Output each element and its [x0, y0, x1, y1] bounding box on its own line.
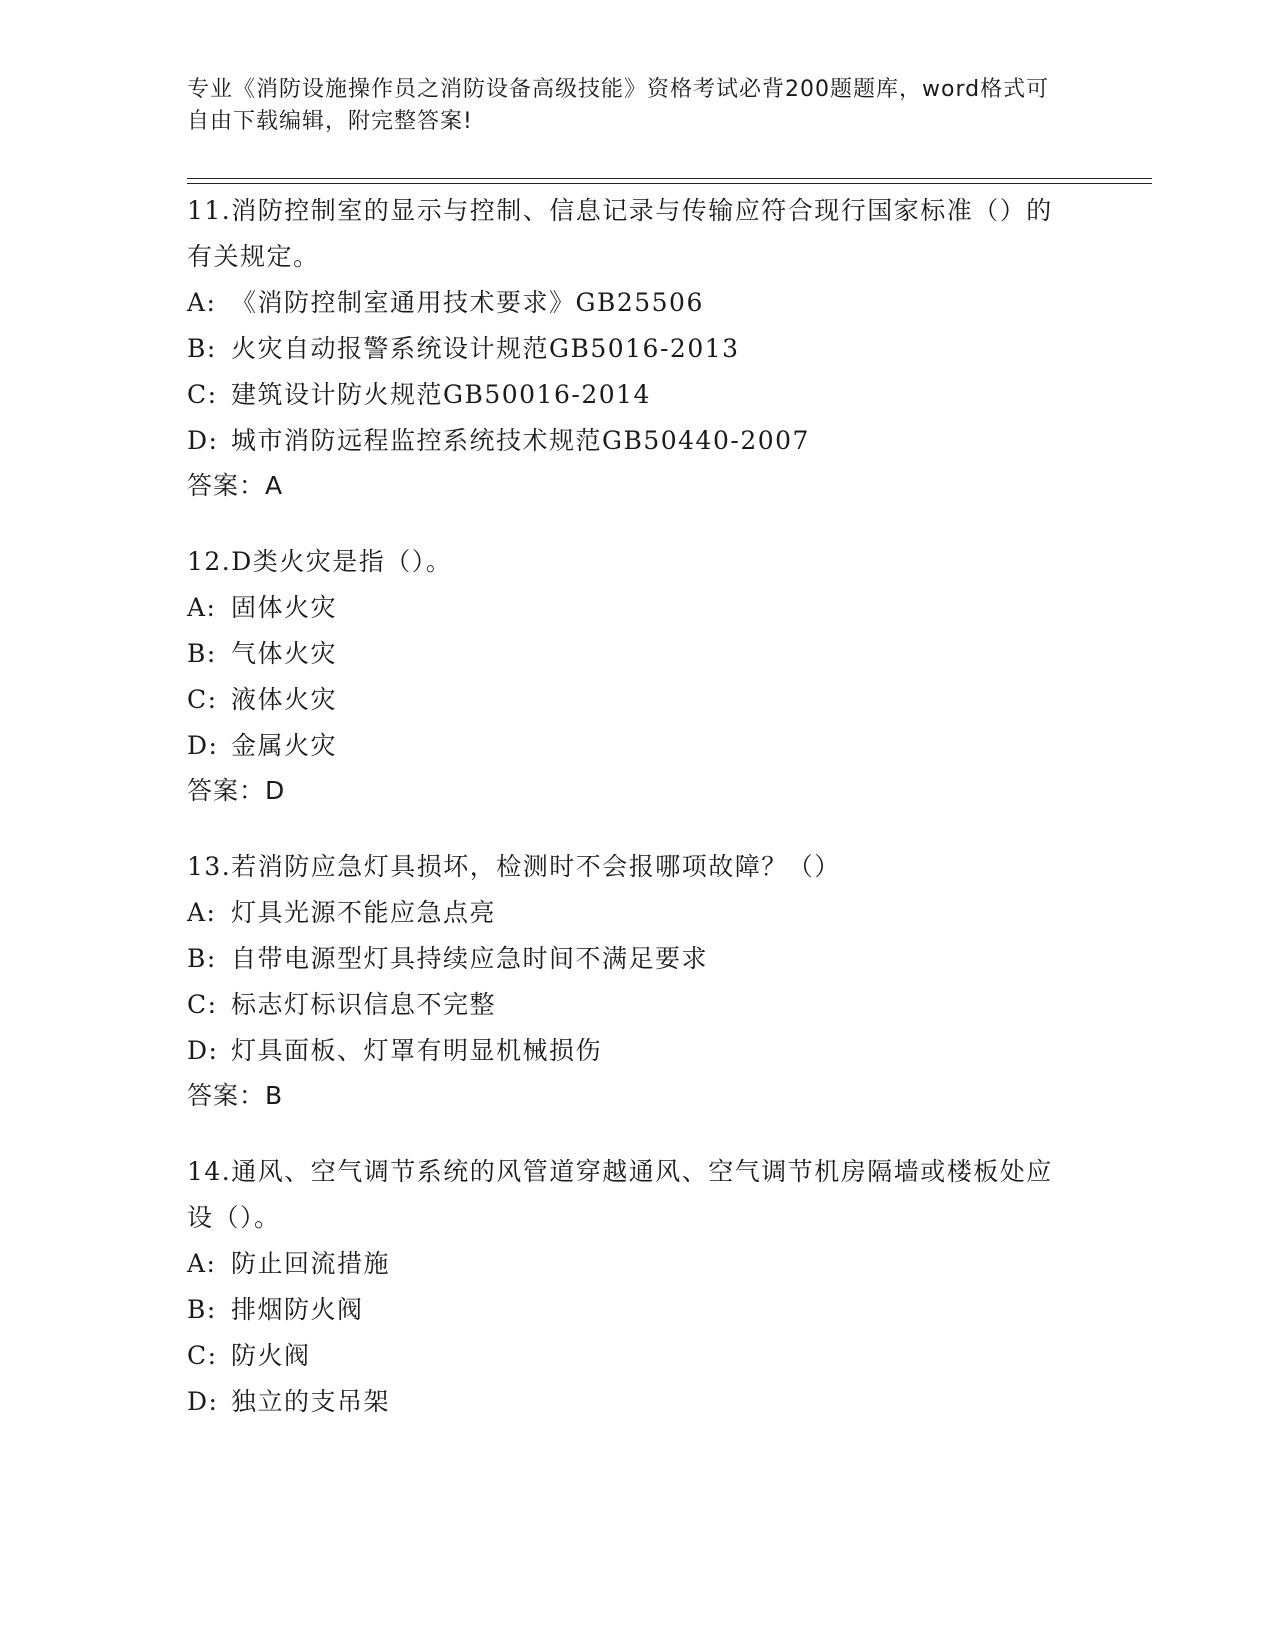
option-key: B:: [187, 334, 217, 363]
option-text: 金属火灾: [231, 731, 338, 760]
option-text: 城市消防远程监控系统技术规范GB50440-2007: [231, 426, 810, 455]
option-a: [187, 890, 1087, 936]
question-list: [187, 188, 1087, 1456]
option-text: 独立的支吊架: [231, 1387, 391, 1416]
question-number: 12.: [187, 547, 232, 576]
question-number: 14.: [187, 1157, 232, 1186]
option-text: 气体火灾: [231, 639, 338, 668]
question-number: 13.: [187, 852, 232, 881]
option-key: A:: [187, 898, 217, 927]
option-text: 液体火灾: [231, 685, 338, 714]
question-13: [187, 844, 1087, 1118]
question-stem: [187, 188, 1067, 280]
option-text: 灯具光源不能应急点亮: [231, 898, 497, 927]
option-key: C:: [187, 380, 218, 409]
option-key: C:: [187, 685, 218, 714]
option-text: 自带电源型灯具持续应急时间不满足要求: [231, 944, 709, 973]
answer-line: 答案：B: [187, 1081, 284, 1110]
option-b: [187, 1287, 1087, 1333]
question-number: 11.: [187, 196, 232, 225]
answer-line: 答案：A: [187, 471, 284, 500]
option-key: A:: [187, 288, 217, 317]
option-b: [187, 936, 1087, 982]
answer-line: 答案：D: [187, 776, 286, 805]
option-a: [187, 280, 1087, 326]
option-key: C:: [187, 990, 218, 1019]
question-text: D类火灾是指（）。: [231, 547, 453, 576]
option-key: B:: [187, 944, 217, 973]
question-12: [187, 539, 1087, 813]
question-14: [187, 1149, 1087, 1425]
option-key: B:: [187, 639, 217, 668]
option-text: 建筑设计防火规范GB50016-2014: [231, 380, 651, 409]
option-key: B:: [187, 1295, 217, 1324]
option-key: D:: [187, 731, 219, 760]
option-b: [187, 631, 1087, 677]
option-c: [187, 372, 1087, 418]
question-text: 通风、空气调节系统的风管道穿越通风、空气调节机房隔墙或楼板处应设（）。: [187, 1157, 1053, 1232]
option-key: D:: [187, 1387, 219, 1416]
question-stem: [187, 844, 1067, 890]
header-divider-bottom: [187, 183, 1152, 184]
option-a: [187, 585, 1087, 631]
option-text: 标志灯标识信息不完整: [231, 990, 497, 1019]
option-key: A:: [187, 1249, 217, 1278]
option-text: 防止回流措施: [231, 1249, 391, 1278]
option-c: [187, 1333, 1087, 1379]
header-divider-top: [187, 178, 1152, 179]
option-text: 排烟防火阀: [231, 1295, 364, 1324]
option-key: D:: [187, 1036, 219, 1065]
option-text: 灯具面板、灯罩有明显机械损伤: [231, 1036, 603, 1065]
option-d: [187, 1379, 1087, 1425]
question-11: [187, 188, 1087, 508]
question-stem: [187, 1149, 1067, 1241]
option-a: [187, 1241, 1087, 1287]
option-text: 火灾自动报警系统设计规范GB5016-2013: [231, 334, 740, 363]
option-text: 《消防控制室通用技术要求》GB25506: [231, 288, 704, 317]
option-b: [187, 326, 1087, 372]
option-d: [187, 723, 1087, 769]
option-text: 固体火灾: [231, 593, 338, 622]
option-c: [187, 677, 1087, 723]
question-text: 消防控制室的显示与控制、信息记录与传输应符合现行国家标准（）的有关规定。: [187, 196, 1053, 271]
question-text: 若消防应急灯具损坏，检测时不会报哪项故障？（）: [231, 852, 841, 881]
option-text: 防火阀: [231, 1341, 311, 1370]
question-stem: [187, 539, 1067, 585]
option-key: A:: [187, 593, 217, 622]
option-c: [187, 982, 1087, 1028]
option-d: [187, 1028, 1087, 1074]
option-key: D:: [187, 426, 219, 455]
document-header: 专业《消防设施操作员之消防设备高级技能》资格考试必背200题题库，word格式可自由下载编辑，附完整答案!: [187, 77, 1050, 134]
option-d: [187, 418, 1087, 464]
option-key: C:: [187, 1341, 218, 1370]
